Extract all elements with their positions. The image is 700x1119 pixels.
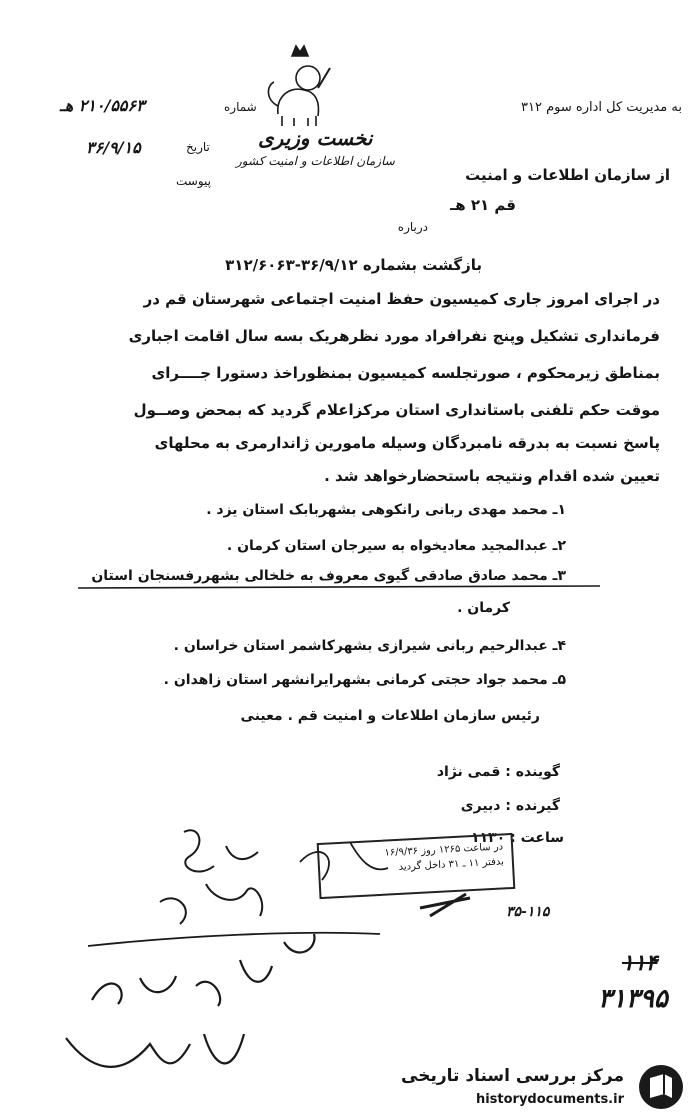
organization-name: سازمان اطلاعات و امنیت کشور — [236, 154, 395, 168]
body-line-3: بمناطق زیرمحکوم ، صورتجلسه کمیسیون بمنظوراخذ دستورا جــــرای — [151, 364, 660, 382]
date-label: تاریخ — [186, 140, 210, 154]
list-item-5: ۵ـ محمد جواد حجتی کرمانی بشهرایرانشهر استان زاهدان . — [163, 672, 566, 688]
list-item-4: ۴ـ عبدالرحیم ربانی شیرازی بشهرکاشمر استان خراسان . — [173, 638, 566, 654]
list-item-3-continued: کرمان . — [457, 600, 510, 616]
signature-line: رئیس سازمان اطلاعات و امنیت قم . معینی — [240, 708, 540, 724]
branch-code: قم ۲۱ هـ — [450, 196, 516, 214]
scribble-approval-1 — [160, 884, 262, 924]
stamp-cross-mark — [420, 894, 470, 916]
body-line-2: فرمانداری تشکیل وپنج نفرافراد مورد نظرهریک بسه سال اقامت اجباری — [128, 327, 660, 345]
attachment-label: پیوست — [176, 174, 211, 188]
stamp-line-1: در ساعت ۱۲۶۵ روز ۱۶/۹/۳۶ — [384, 841, 504, 859]
signature-underline-stroke — [88, 933, 380, 946]
receiver-line: گیرنده : دبیری — [460, 798, 560, 814]
body-line-5: پاسخ نسبت به بدرقه نامبردگان وسیله مامورین ژاندارمری به محلهای — [154, 434, 660, 452]
speaker-line: گوینده : قمی نژاد — [436, 764, 560, 780]
signature-mark-2 — [300, 842, 388, 880]
list-item-1: ۱ـ محمد مهدی ربانی رانکوهی بشهربابک استان یزد . — [206, 502, 566, 518]
branding-url: historydocuments.ir — [475, 1092, 624, 1107]
body-line-1: در اجرای امروز جاری کمیسیون حفظ امنیت اجتماعی شهرستان قم در — [143, 290, 660, 308]
from-line: از سازمان اطلاعات و امنیت — [465, 166, 670, 184]
archive-number-crossed: ۱۱۴ — [622, 950, 658, 976]
number-label: شماره — [224, 100, 257, 114]
list-item-2: ۲ـ عبدالمجید معادیخواه به سیرجان استان کرمان . — [226, 538, 566, 554]
subject-label: درباره — [397, 220, 428, 234]
signature-mark-1 — [184, 830, 258, 871]
body-line-6: تعیین شده اقدام ونتیجه باستحضارخواهد شد . — [324, 467, 660, 485]
item-3-underline — [78, 586, 600, 588]
stamp-line-2: بدفتر ۱۱ ـ ۳۱ داخل گردید — [398, 856, 505, 873]
scribble-bottom — [66, 1034, 244, 1067]
time-line: ساعت : ۱۱۳۰ — [471, 830, 564, 846]
reference-line: بازگشت بشماره ۳۶/۹/۱۲-۳۱۲/۶۰۶۳ — [225, 256, 482, 274]
list-item-3: ۳ـ محمد صادق صادقی گیوی معروف به خلخالی بشهررفسنجان استان — [91, 568, 566, 584]
branding-title: مرکز بررسی اسناد تاریخی — [401, 1066, 624, 1086]
archive-book-logo-icon — [638, 1064, 684, 1110]
branding-watermark — [401, 1062, 690, 1112]
date-value: ۳۶/۹/۱۵ — [86, 138, 141, 157]
scribble-approval-2 — [92, 934, 314, 1006]
body-line-4: موقت حکم تلفنی باستانداری استان مرکزاعلام گردید که بمحض وصــول — [133, 401, 660, 419]
recipient-line: به مدیریت کل اداره سوم ۳۱۲ — [521, 100, 682, 115]
office-name: نخست وزیری — [258, 126, 373, 150]
document-code: ۳۵-۱۱۵ — [506, 904, 550, 920]
number-value: ۲۱۰/۵۵۶۳ هـ — [60, 96, 145, 115]
archive-number: ۳۱۳۹۵ — [598, 984, 668, 1014]
